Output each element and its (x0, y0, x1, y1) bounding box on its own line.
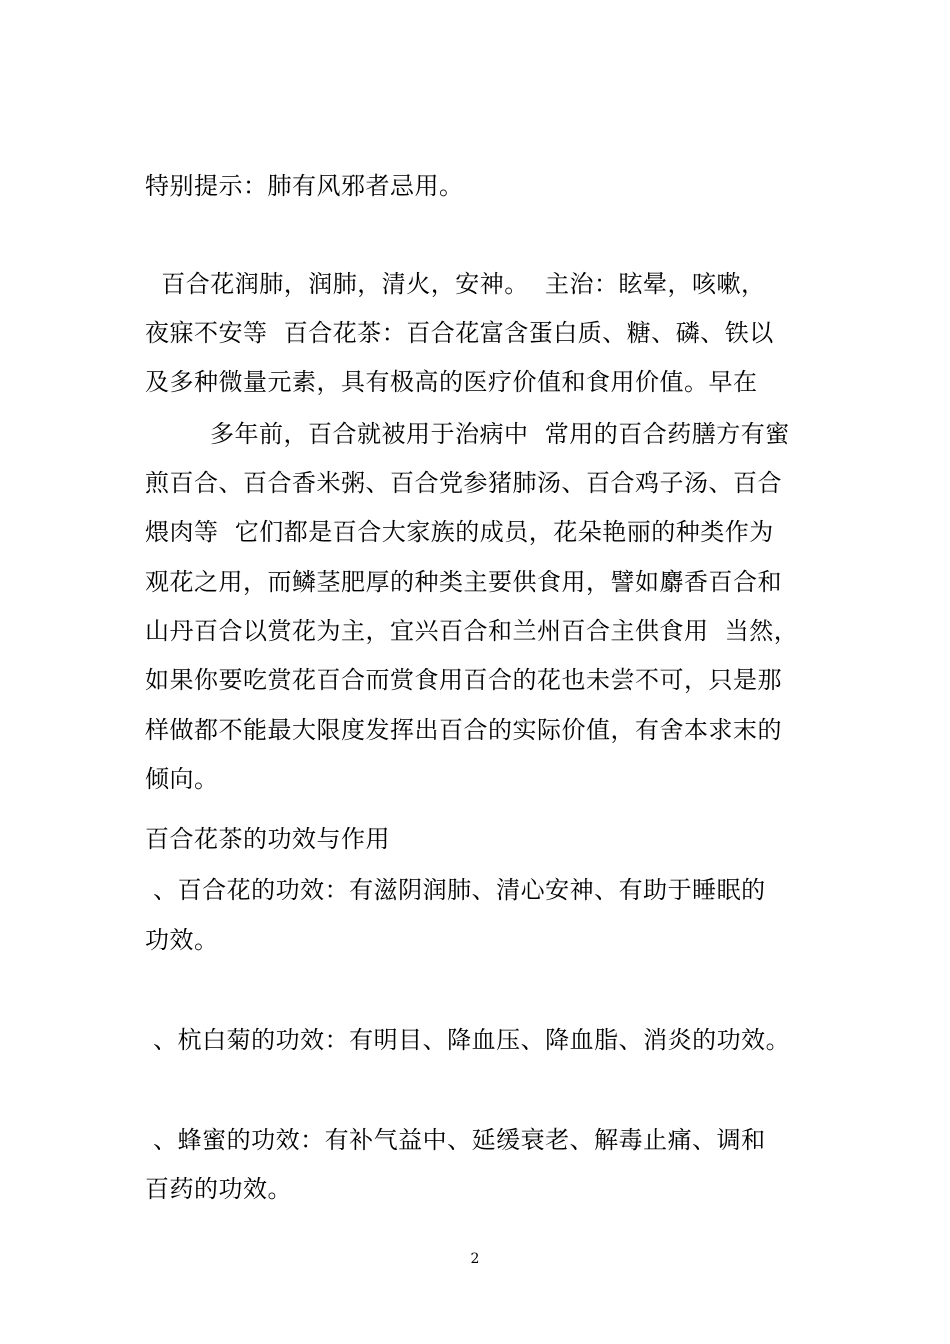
list-item-line: 百药的功效。 (145, 1175, 292, 1203)
paragraph-line: 煎百合、百合香米粥、百合党参猪肺汤、百合鸡子汤、百合 (145, 469, 782, 497)
list-item-line: 、杭白菊的功效：有明目、降血压、降血脂、消炎的功效。 (145, 1026, 791, 1054)
list-item-line: 、百合花的功效：有滋阴润肺、清心安神、有助于睡眠的 (145, 876, 766, 904)
paragraph-line: 如果你要吃赏花百合而赏食用百合的花也未尝不可，只是那 (145, 666, 782, 694)
list-item-line: 功效。 (145, 926, 219, 954)
paragraph-line: 样做都不能最大限度发挥出百合的实际价值，有舍本求末的 (145, 716, 782, 744)
paragraph-line: 夜寐不安等 百合花茶：百合花富含蛋白质、糖、磷、铁以 (145, 319, 774, 347)
list-item-line: 、蜂蜜的功效：有补气益中、延缓衰老、解毒止痛、调和 (145, 1126, 766, 1154)
paragraph-line: 百合花润肺，润肺，清火，安神。 主治：眩晕，咳嗽， (145, 270, 766, 298)
tip-line: 特别提示：肺有风邪者忌用。 (145, 172, 464, 200)
paragraph-line: 多年前，百合就被用于治病中 常用的百合药膳方有蜜 (145, 420, 790, 448)
paragraph-line: 及多种微量元素，具有极高的医疗价值和食用价值。早在 (145, 368, 758, 396)
section-heading: 百合花茶的功效与作用 (145, 825, 390, 853)
paragraph-line: 观花之用，而鳞茎肥厚的种类主要供食用，譬如麝香百合和 (145, 568, 782, 596)
paragraph-line: 倾向。 (145, 765, 219, 793)
paragraph-line: 山丹百合以赏花为主，宜兴百合和兰州百合主供食用 当然， (145, 617, 799, 645)
page-number: 2 (470, 1251, 480, 1267)
paragraph-line: 煨肉等 它们都是百合大家族的成员，花朵艳丽的种类作为 (145, 518, 774, 546)
